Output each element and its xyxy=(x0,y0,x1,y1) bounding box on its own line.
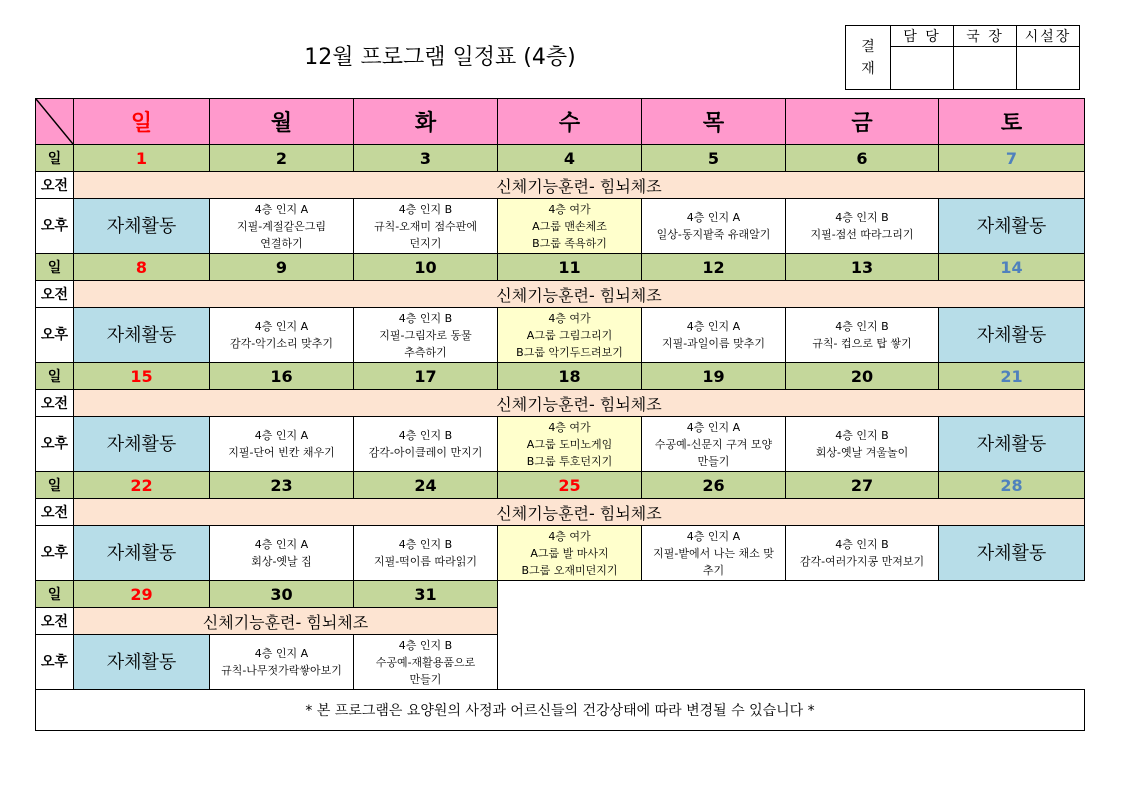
program-line: B그룹 오재미던지기 xyxy=(521,563,618,577)
program-line: 감각-아이클레이 만지기 xyxy=(368,446,483,459)
date-cell[interactable]: 25 xyxy=(498,472,642,499)
empty-cell xyxy=(786,635,939,690)
program-line: A그룹 그림그리기 xyxy=(526,328,613,342)
date-cell[interactable]: 16 xyxy=(210,363,354,390)
date-cell[interactable]: 28 xyxy=(939,472,1085,499)
date-cell[interactable]: 14 xyxy=(939,254,1085,281)
empty-cell xyxy=(786,581,939,608)
date-cell[interactable]: 7 xyxy=(939,145,1085,172)
program-line: 규칙- 컵으로 탑 쌓기 xyxy=(812,337,912,350)
weekday-header-5: 금 xyxy=(786,99,939,145)
footnote-text: * 본 프로그램은 요양원의 사정과 어르신들의 건강상태에 따라 변경될 수 있습니다 * xyxy=(36,690,1085,731)
program-line: 4층 인지 B xyxy=(398,429,453,442)
empty-cell xyxy=(498,608,642,635)
program-line: 지필-계절같은그림 xyxy=(237,219,326,233)
empty-cell xyxy=(642,635,786,690)
date-cell[interactable]: 3 xyxy=(354,145,498,172)
date-cell[interactable]: 13 xyxy=(786,254,939,281)
weekday-header-1: 월 xyxy=(210,99,354,145)
date-cell[interactable]: 20 xyxy=(786,363,939,390)
pm-row-label: 오후 xyxy=(36,308,74,363)
program-cell[interactable] xyxy=(642,417,786,472)
pm-row xyxy=(36,526,1085,581)
program-line: 4층 인지 A xyxy=(254,320,309,333)
program-line: 4층 인지 B xyxy=(398,311,453,325)
schedule-table xyxy=(35,98,1085,731)
am-row xyxy=(36,390,1085,417)
program-line: 4층 인지 B xyxy=(835,320,889,333)
empty-cell xyxy=(642,581,786,608)
page-title: 12월 프로그램 일정표 (4층) xyxy=(304,45,576,70)
footnote-row xyxy=(36,690,1085,731)
approval-box xyxy=(845,25,1080,90)
date-cell[interactable]: 12 xyxy=(642,254,786,281)
weekday-header-4: 목 xyxy=(642,99,786,145)
pm-row-label: 오후 xyxy=(36,526,74,581)
program-line: B그룹 투호던지기 xyxy=(526,454,613,468)
program-line: 지필-점선 따라그리기 xyxy=(810,228,914,241)
program-line: 4층 여가 xyxy=(548,420,591,434)
program-line: 감각-여러가지콩 만져보기 xyxy=(799,555,925,568)
program-cell[interactable] xyxy=(642,199,786,254)
program-cell[interactable] xyxy=(498,526,642,581)
program-cell[interactable] xyxy=(786,308,939,363)
weekday-header-row xyxy=(36,99,1085,145)
approval-sign-facility-head[interactable] xyxy=(1017,47,1080,90)
date-cell[interactable]: 17 xyxy=(354,363,498,390)
program-cell[interactable] xyxy=(642,308,786,363)
program-line: 4층 인지 B xyxy=(398,202,453,216)
date-cell[interactable]: 23 xyxy=(210,472,354,499)
date-row-label: 일 xyxy=(36,472,74,499)
am-program-cell[interactable]: 신체기능훈련- 힘뇌체조 xyxy=(74,172,1085,199)
program-line: 4층 인지 A xyxy=(686,211,741,224)
approval-side-label xyxy=(846,26,891,90)
pm-row xyxy=(36,417,1085,472)
program-cell[interactable] xyxy=(786,526,939,581)
approval-sign-director[interactable] xyxy=(954,47,1017,90)
program-cell[interactable] xyxy=(642,526,786,581)
approval-col-director: 국 장 xyxy=(954,26,1017,47)
program-line: 회상-옛날 겨울놀이 xyxy=(815,446,909,459)
date-row-label: 일 xyxy=(36,581,74,608)
program-cell[interactable] xyxy=(354,417,498,472)
date-cell[interactable]: 2 xyxy=(210,145,354,172)
program-cell[interactable] xyxy=(786,199,939,254)
program-line: 만들기 xyxy=(697,454,730,468)
program-line: 4층 인지 A xyxy=(254,538,309,551)
self-activity-cell[interactable]: 자체활동 xyxy=(939,417,1085,472)
empty-cell xyxy=(939,581,1085,608)
program-line: 회상-옛날 집 xyxy=(251,555,312,568)
weekday-header-2: 화 xyxy=(354,99,498,145)
program-line: 지필-밭에서 나는 채소 맞 xyxy=(653,546,774,560)
approval-col-facility-head: 시설장 xyxy=(1017,26,1080,47)
date-cell[interactable]: 21 xyxy=(939,363,1085,390)
weekday-header-3: 수 xyxy=(498,99,642,145)
am-row-label: 오전 xyxy=(36,608,74,635)
date-cell[interactable]: 19 xyxy=(642,363,786,390)
empty-cell xyxy=(642,608,786,635)
program-line: 추측하기 xyxy=(404,345,447,359)
date-cell[interactable]: 15 xyxy=(74,363,210,390)
am-program-cell[interactable]: 신체기능훈련- 힘뇌체조 xyxy=(74,281,1085,308)
date-cell[interactable]: 6 xyxy=(786,145,939,172)
program-cell[interactable] xyxy=(210,199,354,254)
program-line: 4층 여가 xyxy=(548,202,591,216)
program-line: 4층 여가 xyxy=(548,311,591,325)
program-line: 4층 인지 B xyxy=(398,538,453,551)
date-row xyxy=(36,472,1085,499)
program-line: B그룹 족욕하기 xyxy=(532,236,607,250)
date-cell[interactable]: 18 xyxy=(498,363,642,390)
self-activity-cell[interactable]: 자체활동 xyxy=(74,417,210,472)
empty-cell xyxy=(786,608,939,635)
program-cell[interactable] xyxy=(354,308,498,363)
program-line: A그룹 맨손체조 xyxy=(532,219,607,233)
empty-cell xyxy=(939,635,1085,690)
program-line: 감각-악기소리 맞추기 xyxy=(229,337,334,350)
date-row xyxy=(36,145,1085,172)
self-activity-cell[interactable]: 자체활동 xyxy=(74,308,210,363)
program-line: 수공예-신문지 구겨 모양 xyxy=(654,437,773,451)
program-cell[interactable] xyxy=(210,526,354,581)
program-line: 4층 인지 B xyxy=(398,638,453,652)
program-line: 4층 인지 A xyxy=(254,429,309,442)
empty-cell xyxy=(939,608,1085,635)
program-cell[interactable] xyxy=(210,417,354,472)
program-line: B그룹 악기두드려보기 xyxy=(516,345,623,359)
weekday-header-6: 토 xyxy=(939,99,1085,145)
program-cell[interactable] xyxy=(210,308,354,363)
program-cell[interactable] xyxy=(354,526,498,581)
am-row-label: 오전 xyxy=(36,172,74,199)
empty-cell xyxy=(498,581,642,608)
date-cell[interactable]: 8 xyxy=(74,254,210,281)
date-row-label: 일 xyxy=(36,363,74,390)
program-line: 만들기 xyxy=(409,672,442,686)
program-line: 4층 인지 A xyxy=(686,529,741,543)
am-row-label: 오전 xyxy=(36,281,74,308)
program-line: 4층 인지 A xyxy=(686,420,741,434)
program-cell[interactable] xyxy=(354,635,498,690)
program-line: 규칙-나무젓가락쌓아보기 xyxy=(221,664,342,677)
program-line: A그룹 도미노게임 xyxy=(526,437,613,451)
program-line: 연결하기 xyxy=(260,236,303,250)
am-row xyxy=(36,499,1085,526)
weekday-header-0: 일 xyxy=(74,99,210,145)
date-row xyxy=(36,254,1085,281)
program-line: 4층 인지 A xyxy=(686,320,741,333)
pm-row-label: 오후 xyxy=(36,199,74,254)
program-cell[interactable] xyxy=(786,417,939,472)
am-program-cell[interactable]: 신체기능훈련- 힘뇌체조 xyxy=(74,499,1085,526)
am-row xyxy=(36,172,1085,199)
date-row-label: 일 xyxy=(36,145,74,172)
corner-diagonal-cell xyxy=(36,99,74,145)
program-line: 4층 여가 xyxy=(548,529,591,543)
pm-row xyxy=(36,199,1085,254)
date-row xyxy=(36,581,1085,608)
program-line: 던지기 xyxy=(409,236,442,250)
pm-row-label: 오후 xyxy=(36,635,74,690)
program-line: 일상-동지팥죽 유래알기 xyxy=(656,228,771,241)
program-line: 4층 인지 B xyxy=(835,211,889,224)
am-row xyxy=(36,281,1085,308)
program-line: 지필-떡이름 따라읽기 xyxy=(373,555,478,568)
self-activity-cell[interactable]: 자체활동 xyxy=(939,199,1085,254)
self-activity-cell[interactable]: 자체활동 xyxy=(74,635,210,690)
approval-sign-manager[interactable] xyxy=(891,47,954,90)
date-cell[interactable]: 5 xyxy=(642,145,786,172)
date-cell[interactable]: 10 xyxy=(354,254,498,281)
date-cell[interactable]: 4 xyxy=(498,145,642,172)
program-cell[interactable] xyxy=(498,199,642,254)
date-row-label: 일 xyxy=(36,254,74,281)
approval-col-manager: 담 당 xyxy=(891,26,954,47)
empty-cell xyxy=(498,635,642,690)
program-line: 추기 xyxy=(702,563,725,577)
date-cell[interactable]: 24 xyxy=(354,472,498,499)
program-line: 4층 인지 A xyxy=(254,202,309,216)
program-line: 지필-그림자로 동물 xyxy=(379,328,472,342)
date-cell[interactable]: 1 xyxy=(74,145,210,172)
date-cell[interactable]: 11 xyxy=(498,254,642,281)
self-activity-cell[interactable]: 자체활동 xyxy=(74,199,210,254)
program-cell[interactable] xyxy=(210,635,354,690)
program-line: 4층 인지 B xyxy=(835,429,889,442)
program-line: 규칙-오재미 점수판에 xyxy=(373,219,478,233)
self-activity-cell[interactable]: 자체활동 xyxy=(74,526,210,581)
program-cell[interactable] xyxy=(498,417,642,472)
self-activity-cell[interactable]: 자체활동 xyxy=(939,308,1085,363)
program-line: 지필-과일이름 맞추기 xyxy=(661,337,766,350)
am-row xyxy=(36,608,1085,635)
program-cell[interactable] xyxy=(354,199,498,254)
date-cell[interactable]: 9 xyxy=(210,254,354,281)
date-cell[interactable]: 31 xyxy=(354,581,498,608)
program-line: A그룹 발 마사지 xyxy=(530,546,609,560)
date-row xyxy=(36,363,1085,390)
approval-side-text: 결 재 xyxy=(861,38,875,77)
am-program-cell[interactable]: 신체기능훈련- 힘뇌체조 xyxy=(74,390,1085,417)
date-cell[interactable]: 27 xyxy=(786,472,939,499)
pm-row xyxy=(36,635,1085,690)
program-line: 수공예-재활용품으로 xyxy=(375,655,476,669)
date-cell[interactable]: 30 xyxy=(210,581,354,608)
am-row-label: 오전 xyxy=(36,499,74,526)
am-program-cell[interactable]: 신체기능훈련- 힘뇌체조 xyxy=(74,608,498,635)
am-row-label: 오전 xyxy=(36,390,74,417)
pm-row-label: 오후 xyxy=(36,417,74,472)
program-line: 지필-단어 빈칸 채우기 xyxy=(228,446,335,459)
pm-row xyxy=(36,308,1085,363)
date-cell[interactable]: 29 xyxy=(74,581,210,608)
date-cell[interactable]: 26 xyxy=(642,472,786,499)
program-line: 4층 인지 A xyxy=(254,647,309,660)
program-cell[interactable] xyxy=(498,308,642,363)
date-cell[interactable]: 22 xyxy=(74,472,210,499)
program-line: 4층 인지 B xyxy=(835,538,889,551)
self-activity-cell[interactable]: 자체활동 xyxy=(939,526,1085,581)
